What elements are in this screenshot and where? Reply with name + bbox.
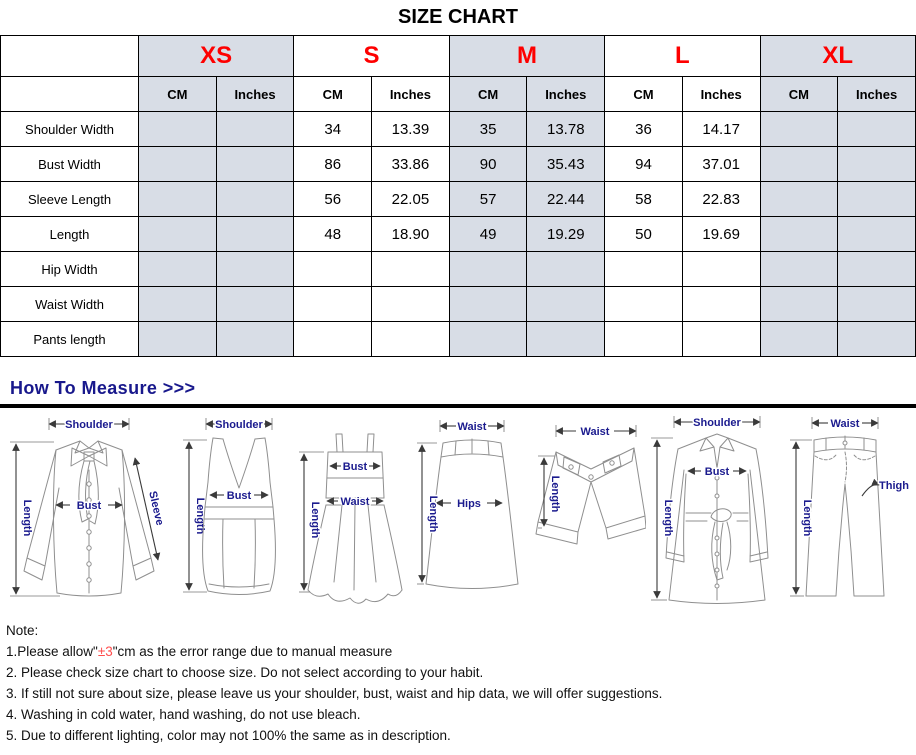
value-cell (294, 322, 372, 357)
size-header-xl: XL (760, 36, 916, 77)
value-cell (838, 322, 916, 357)
value-cell (216, 217, 294, 252)
row-label: Length (1, 217, 139, 252)
note-line-1 (6, 641, 916, 662)
value-cell (760, 147, 838, 182)
value-cell (838, 287, 916, 322)
value-cell (216, 112, 294, 147)
table-row (1, 287, 916, 322)
value-cell (216, 182, 294, 217)
measure-label-length: Length (21, 499, 33, 537)
measure-label-bust: Bust (704, 466, 730, 478)
value-cell: 94 (605, 147, 683, 182)
value-cell (760, 252, 838, 287)
unit-header: Inches (527, 77, 605, 112)
value-cell (372, 252, 450, 287)
value-cell: 57 (449, 182, 527, 217)
unit-header: Inches (838, 77, 916, 112)
unit-header-row (1, 77, 916, 112)
row-label: Shoulder Width (1, 112, 139, 147)
value-cell (372, 322, 450, 357)
measure-label-length: Length (801, 499, 813, 537)
table-row (1, 322, 916, 357)
measure-figures (0, 408, 916, 612)
value-cell (527, 287, 605, 322)
value-cell (682, 322, 760, 357)
measure-label-length: Length (549, 475, 561, 513)
value-cell (139, 252, 217, 287)
size-header-l: L (605, 36, 760, 77)
figure-trench-coat (647, 410, 785, 610)
value-cell: 36 (605, 112, 683, 147)
page-title: SIZE CHART (398, 6, 518, 28)
value-cell (216, 322, 294, 357)
figure-slip-dress (296, 410, 414, 610)
value-cell: 19.69 (682, 217, 760, 252)
unit-header: CM (139, 77, 217, 112)
value-cell: 22.05 (372, 182, 450, 217)
measure-label-hips: Hips (457, 498, 481, 510)
row-label: Bust Width (1, 147, 139, 182)
tolerance-value: ±3 (97, 644, 113, 659)
value-cell (139, 182, 217, 217)
value-cell (139, 322, 217, 357)
figure-shorts (528, 410, 646, 610)
value-cell (139, 112, 217, 147)
measure-label-bust: Bust (342, 461, 368, 473)
value-cell: 48 (294, 217, 372, 252)
unit-header: CM (605, 77, 683, 112)
value-cell (760, 182, 838, 217)
corner-cell (1, 36, 139, 77)
value-cell: 19.29 (527, 217, 605, 252)
row-label: Waist Width (1, 287, 139, 322)
figure-tank-top (177, 410, 295, 610)
measure-label-thigh: Thigh (879, 480, 909, 492)
unit-header: CM (294, 77, 372, 112)
figure-blouse (4, 410, 176, 610)
value-cell: 18.90 (372, 217, 450, 252)
value-cell: 22.44 (527, 182, 605, 217)
notes-heading: Note: (6, 623, 39, 638)
measure-label-length: Length (662, 499, 674, 537)
row-label: Pants length (1, 322, 139, 357)
note-line-1-prefix: 1.Please allow" (6, 644, 98, 659)
value-cell: 37.01 (682, 147, 760, 182)
value-cell (139, 147, 217, 182)
value-cell (216, 147, 294, 182)
value-cell: 35 (449, 112, 527, 147)
row-label: Hip Width (1, 252, 139, 287)
value-cell: 58 (605, 182, 683, 217)
value-cell (760, 217, 838, 252)
value-cell (294, 252, 372, 287)
size-table-body (1, 112, 916, 357)
size-table (0, 35, 916, 357)
corner-cell-2 (1, 77, 139, 112)
how-to-measure-heading: How To Measure >>> (10, 378, 196, 398)
unit-header: Inches (372, 77, 450, 112)
measure-label-length: Length (309, 501, 321, 539)
table-row (1, 112, 916, 147)
size-header-row (1, 36, 916, 77)
table-row (1, 182, 916, 217)
value-cell (139, 287, 217, 322)
measure-label-waist: Waist (340, 496, 370, 508)
size-header-m: M (449, 36, 604, 77)
value-cell (216, 252, 294, 287)
value-cell (838, 182, 916, 217)
value-cell (294, 287, 372, 322)
note-line-1-suffix: "cm as the error range due to manual measure (112, 644, 393, 659)
measure-label-bust: Bust (226, 490, 252, 502)
row-label: Sleeve Length (1, 182, 139, 217)
measure-label-waist: Waist (580, 426, 610, 438)
table-row (1, 217, 916, 252)
measure-label-length: Length (194, 497, 206, 535)
value-cell: 35.43 (527, 147, 605, 182)
unit-header: CM (760, 77, 838, 112)
measure-label-shoulder: Shoulder (693, 417, 741, 429)
value-cell: 14.17 (682, 112, 760, 147)
note-line-3: 3. If still not sure about size, please leave us your shoulder, bust, waist and hip data, we will offer suggestions. (6, 686, 663, 701)
value-cell: 13.78 (527, 112, 605, 147)
figure-pants (786, 410, 912, 610)
value-cell: 56 (294, 182, 372, 217)
measure-label-shoulder: Shoulder (65, 419, 113, 431)
value-cell: 90 (449, 147, 527, 182)
value-cell (449, 252, 527, 287)
unit-header: Inches (682, 77, 760, 112)
value-cell (527, 322, 605, 357)
measure-label-length: Length (427, 495, 439, 533)
measure-label-sleeve: Sleeve (146, 489, 166, 527)
value-cell: 22.83 (682, 182, 760, 217)
value-cell (682, 287, 760, 322)
value-cell: 33.86 (372, 147, 450, 182)
value-cell (139, 217, 217, 252)
figure-skirt (415, 410, 527, 610)
value-cell (449, 322, 527, 357)
value-cell: 34 (294, 112, 372, 147)
value-cell (838, 252, 916, 287)
value-cell (372, 287, 450, 322)
note-line-5: 5. Due to different lighting, color may not 100% the same as in description. (6, 728, 451, 743)
value-cell (605, 322, 683, 357)
value-cell (216, 287, 294, 322)
measure-label-shoulder: Shoulder (215, 419, 263, 431)
table-row (1, 252, 916, 287)
value-cell (760, 322, 838, 357)
note-line-2: 2. Please check size chart to choose size. Do not select according to your habit. (6, 665, 484, 680)
value-cell (838, 112, 916, 147)
unit-header: CM (449, 77, 527, 112)
value-cell (449, 287, 527, 322)
size-header-xs: XS (139, 36, 294, 77)
notes-section (0, 612, 916, 746)
value-cell (605, 252, 683, 287)
value-cell (838, 147, 916, 182)
value-cell: 13.39 (372, 112, 450, 147)
value-cell (682, 252, 760, 287)
measure-label-waist: Waist (830, 418, 860, 430)
value-cell: 50 (605, 217, 683, 252)
note-line-4: 4. Washing in cold water, hand washing, do not use bleach. (6, 707, 361, 722)
value-cell: 86 (294, 147, 372, 182)
measure-label-waist: Waist (457, 421, 487, 433)
value-cell (527, 252, 605, 287)
value-cell (838, 217, 916, 252)
value-cell: 49 (449, 217, 527, 252)
value-cell (605, 287, 683, 322)
value-cell (760, 287, 838, 322)
unit-header: Inches (216, 77, 294, 112)
measure-label-bust: Bust (76, 500, 102, 512)
table-row (1, 147, 916, 182)
value-cell (760, 112, 838, 147)
size-header-s: S (294, 36, 449, 77)
